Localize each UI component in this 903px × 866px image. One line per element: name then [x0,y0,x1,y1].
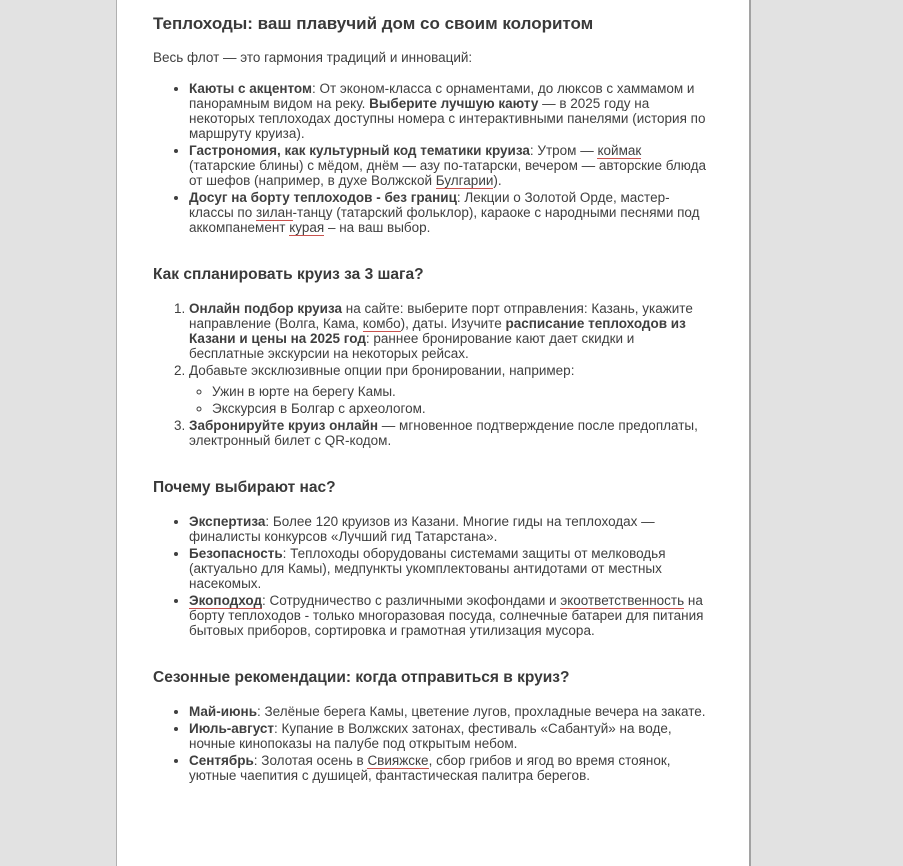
text-segment: : Теплоходы оборудованы системами защиты от мелководья (актуально для Камы), медпункты укомплектованы антидотами от местных насекомых. [189,546,666,591]
inline-link[interactable]: комбо [362,316,401,331]
list-item [189,514,711,544]
list-item [189,546,711,591]
text-segment: , сбор грибов и ягод во время стоянок, уютные чаепития с душицей, фантастическая палитра берегов. [189,753,671,783]
text-segment: : Лекции о Золотой Орде, мастер-классы по [189,190,670,220]
text-segment: Выберите лучшую каюту [369,96,539,111]
inline-link[interactable]: экоответственность [560,593,685,608]
text-segment: : Купание в Волжских затонах, фестиваль «Сабантуй» на воде, ночные кинопоказы на палубе под открытым небом. [189,721,672,751]
list-item [189,753,711,783]
text-segment: : раннее бронирование кают дает скидки и бесплатные экскурсии на некоторых рейсах. [189,331,635,361]
text-segment: на борту теплоходов - только многоразовая посуда, солнечные батареи для питания бытовых приборов, сортировка и грамотная утилизация мусора. [189,593,704,638]
text-segment: Май-июнь [189,704,257,719]
text-segment: : Зелёные берега Камы, цветение лугов, прохладные вечера на закате. [257,704,706,719]
sub-list [189,384,711,416]
text-segment: : От эконом-класса с орнаментами, до люксов с хаммамом и панорамным видом на реку. [189,81,695,111]
sub-list-item: ◦ Ужин в юрте на берегу Камы. [212,384,711,399]
text-segment: Забронируйте круиз онлайн [189,418,379,433]
text-segment: -танцу (татарский фольклор), караоке с народными песнями под аккомпанемент [189,205,700,235]
list-item [189,721,711,751]
section-heading-plan: Как спланировать круиз за 3 шага? [153,266,424,283]
text-segment: ), даты. Изучите [400,316,506,331]
list-item [189,81,711,141]
list-item [189,363,711,416]
sub-list-item: ◦ Экскурсия в Болгар с археологом. [212,401,711,416]
text-segment: Онлайн подбор круиза [189,301,342,316]
text-segment: Июль-август [189,721,274,736]
text-segment: : Золотая осень в [253,753,368,768]
article-title: Теплоходы: ваш плавучий дом со своим колоритом [153,14,594,33]
inline-link[interactable]: Свияжске [367,753,429,768]
inline-link[interactable]: коймак [597,143,642,158]
list-item [189,143,711,188]
text-segment: Досуг на борту теплоходов - без границ [189,190,457,205]
list-item [189,190,711,235]
text-segment: — мгновенное подтверждение после предоплаты, электронный билет с QR-кодом. [189,418,698,448]
text-segment: Гастрономия, как культурный код тематики круиза [189,143,530,158]
inline-link[interactable]: Экоподход [189,593,263,608]
text-segment: Сентябрь [189,753,254,768]
plan-steps-list [153,301,711,448]
inline-link[interactable]: курая [289,220,325,235]
text-segment: (татарские блины) с мёдом, днём — азу по-татарски, вечером — авторские блюда от шефов (например, в духе Волжской [189,158,706,188]
text-segment: : Сотрудничество с различными экофондами и [262,593,561,608]
list-item [189,418,711,448]
text-segment: Экспертиза [189,514,266,529]
intro-paragraph: Весь флот — это гармония традиций и инноваций: [153,50,473,65]
inline-link[interactable]: зилан [255,205,293,220]
season-recommendations-list [153,704,711,783]
text-segment: – на ваш выбор. [324,220,431,235]
text-segment: Добавьте эксклюзивные опции при бронировании, например: [189,363,575,378]
section-heading-season: Сезонные рекомендации: когда отправиться в круиз? [153,669,570,686]
text-segment: Безопасность [189,546,283,561]
list-item [189,593,711,638]
text-segment: на сайте: выберите порт отправления: Казань, укажите направление (Волга, Кама, [189,301,693,331]
text-segment: : Утром — [529,143,598,158]
list-item [189,301,711,361]
why-choose-us-list [153,514,711,638]
inline-link[interactable]: Булгарии [435,173,494,188]
text-segment: расписание теплоходов из Казани и цены на 2025 год [189,316,686,346]
section-heading-why: Почему выбирают нас? [153,479,336,496]
fleet-features-list [153,81,711,235]
article-card [116,0,751,866]
list-item [189,704,711,719]
text-segment: ). [493,173,502,188]
text-segment: Каюты с акцентом [189,81,312,96]
text-segment: : Более 120 круизов из Казани. Многие гиды на теплоходах — финалисты конкурсов «Лучший гид Татарстана». [189,514,655,544]
text-segment: — в 2025 году на некоторых теплоходах доступны номера с интерактивными панелями (история по маршруту круиза). [189,96,706,141]
